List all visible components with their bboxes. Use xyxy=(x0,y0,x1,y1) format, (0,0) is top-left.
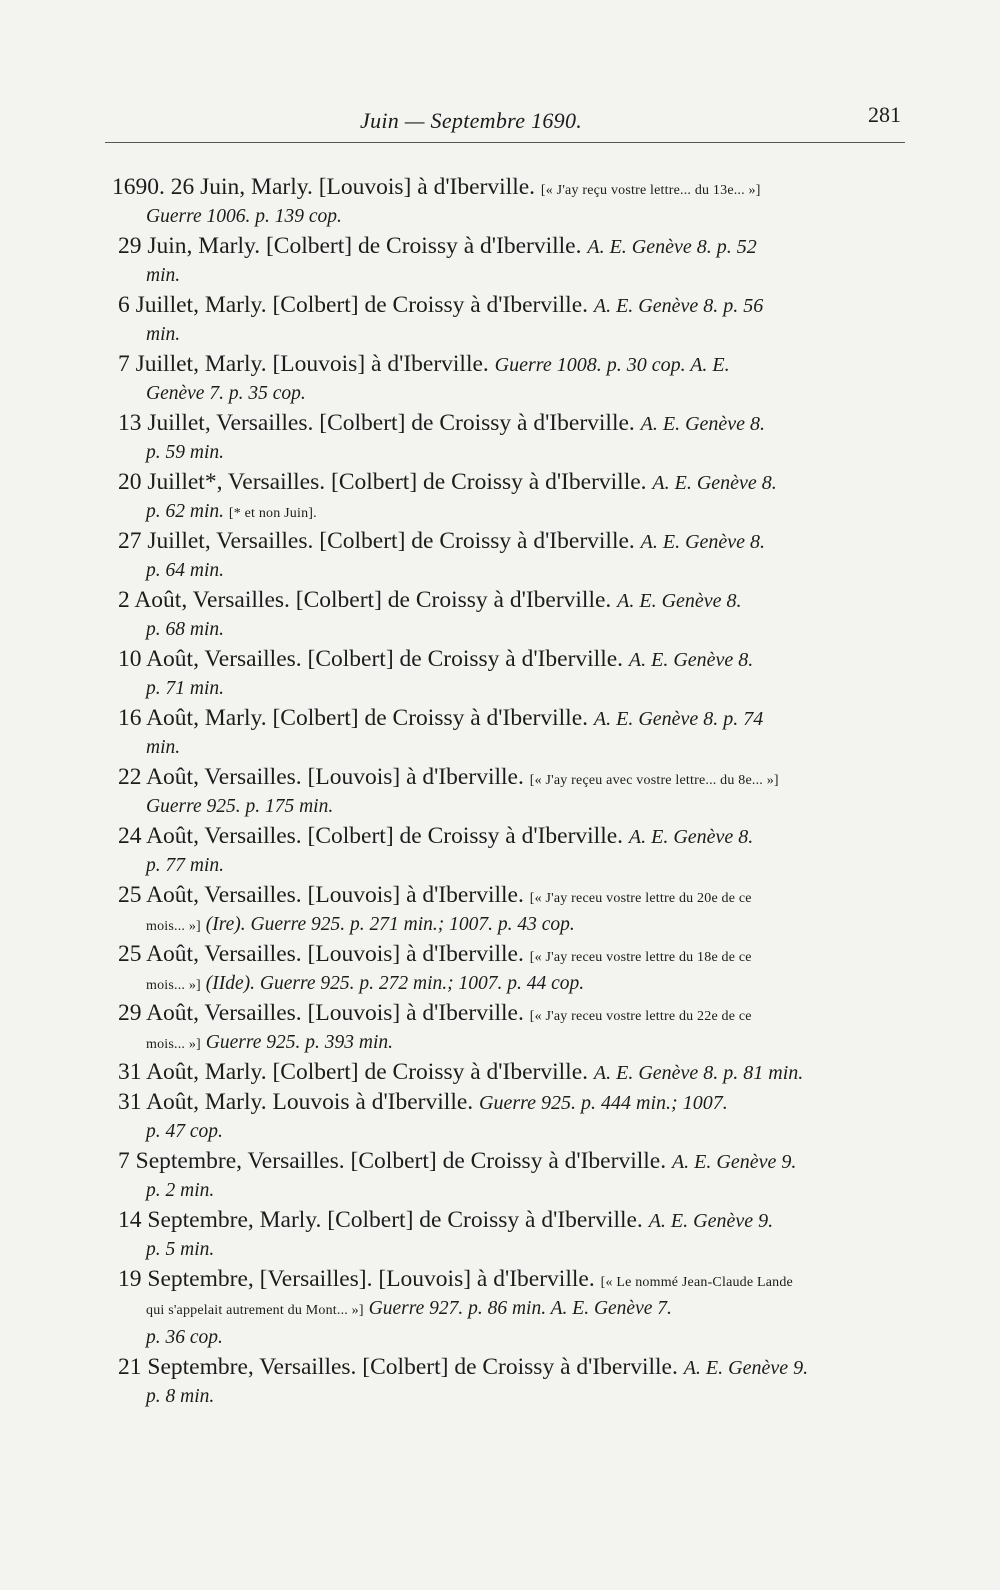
entry-citation: A. E. Genève 9. xyxy=(648,1210,774,1232)
calendar-entry xyxy=(112,526,912,585)
entry-heading-line xyxy=(112,408,912,438)
entry-citation: A. E. Genève 8. xyxy=(640,531,766,553)
calendar-entry xyxy=(112,644,912,703)
calendar-entry xyxy=(112,1057,912,1087)
entry-incipit-quote: [« Le nommé Jean-Claude Lande xyxy=(600,1275,793,1290)
calendar-entry xyxy=(112,408,912,467)
calendar-entry xyxy=(112,821,912,880)
entry-heading-line xyxy=(112,939,912,969)
entry-continuation-text: p. 71 min. xyxy=(146,678,224,699)
entry-continuation-line xyxy=(112,1323,912,1352)
entry-continuation-line xyxy=(112,1294,912,1323)
entry-heading-line xyxy=(112,349,912,379)
entry-continuation-line xyxy=(112,733,912,762)
running-title: Juin — Septembre 1690. xyxy=(360,108,583,133)
entry-continuation-text: p. 8 min. xyxy=(146,1386,215,1407)
entry-main-text: 22 Août, Versailles. [Louvois] à d'Iberville. xyxy=(118,764,524,790)
entry-continuation-line xyxy=(112,851,912,880)
calendar-entry xyxy=(112,939,912,998)
entry-main-text: 19 Septembre, [Versailles]. [Louvois] à d'Iberville. xyxy=(118,1266,595,1292)
entry-heading-line xyxy=(112,1087,912,1117)
entry-continuation-text: Genève 7. p. 35 cop. xyxy=(146,383,306,404)
entry-heading-line xyxy=(112,585,912,615)
entry-continuation-text: min. xyxy=(146,265,181,286)
entry-continuation-text: Guerre 925. p. 175 min. xyxy=(146,796,334,817)
entry-heading-line xyxy=(112,467,912,497)
entry-continuation-text: p. 36 cop. xyxy=(146,1327,223,1348)
entry-continuation-text: (Ire). Guerre 925. p. 271 min.; 1007. p. 43 cop. xyxy=(205,914,575,935)
entry-continuation-line xyxy=(112,1176,912,1205)
entry-continuation-text: p. 5 min. xyxy=(146,1239,215,1260)
entry-heading-line xyxy=(112,644,912,674)
entry-main-text: 29 Août, Versailles. [Louvois] à d'Iberville. xyxy=(118,1000,524,1026)
calendar-entry xyxy=(112,1352,912,1411)
entry-main-text: 27 Juillet, Versailles. [Colbert] de Croissy à d'Iberville. xyxy=(118,528,635,554)
entry-citation: A. E. Genève 8. xyxy=(617,590,742,612)
entry-incipit-quote-continued: mois... »] xyxy=(146,1037,201,1052)
entry-citation: A. E. Genève 8. xyxy=(640,413,766,435)
entry-incipit-quote-continued: mois... »] xyxy=(146,978,201,993)
calendar-entry xyxy=(112,467,912,526)
entry-continuation-text: p. 59 min. xyxy=(146,442,224,463)
entry-list xyxy=(112,172,912,1411)
calendar-entry xyxy=(112,880,912,939)
entry-main-text: 7 Septembre, Versailles. [Colbert] de Croissy à d'Iberville. xyxy=(118,1148,667,1174)
entry-continuation-text: p. 77 min. xyxy=(146,855,224,876)
entry-continuation-text: Guerre 1006. p. 139 cop. xyxy=(146,206,342,227)
calendar-entry xyxy=(112,1264,912,1323)
entry-heading-line xyxy=(112,1146,912,1176)
entry-main-text: 31 Août, Marly. [Colbert] de Croissy à d'Iberville. xyxy=(118,1059,589,1085)
entry-continuation-line xyxy=(112,497,912,526)
entry-incipit-quote: [« J'ay reçeu avec vostre lettre... du 8e... »] xyxy=(529,773,779,788)
entry-incipit-quote: [« J'ay reçu vostre lettre... du 13e... »] xyxy=(540,183,761,198)
entry-citation: A. E. Genève 8. p. 56 xyxy=(593,295,764,317)
entry-heading-line xyxy=(112,1264,912,1294)
calendar-entry xyxy=(112,172,912,231)
entry-continuation-text: min. xyxy=(146,324,181,345)
entry-main-text: 29 Juin, Marly. [Colbert] de Croissy à d'Iberville. xyxy=(118,233,582,259)
entry-citation: A. E. Genève 8. xyxy=(652,472,777,494)
calendar-entry xyxy=(112,1323,912,1352)
running-head xyxy=(105,98,905,143)
calendar-entry xyxy=(112,231,912,290)
entry-main-text: 13 Juillet, Versailles. [Colbert] de Croissy à d'Iberville. xyxy=(118,410,635,436)
entry-incipit-quote-continued: qui s'appelait autrement du Mont... »] xyxy=(146,1303,364,1318)
entry-citation: A. E. Genève 8. p. 81 min. xyxy=(593,1062,804,1084)
calendar-entry xyxy=(112,703,912,762)
calendar-entry xyxy=(112,1087,912,1146)
entry-heading-line xyxy=(112,1057,912,1087)
entry-continuation-text: p. 62 min. xyxy=(146,501,224,522)
entry-continuation-line xyxy=(112,674,912,703)
entry-continuation-line xyxy=(112,261,912,290)
entry-main-text: 20 Juillet*, Versailles. [Colbert] de Croissy à d'Iberville. xyxy=(118,469,647,495)
entry-main-text: 25 Août, Versailles. [Louvois] à d'Iberville. xyxy=(118,882,524,908)
entry-continuation-line xyxy=(112,556,912,585)
entry-incipit-quote: [« J'ay receu vostre lettre du 18e de ce xyxy=(529,950,752,965)
entry-main-text: 24 Août, Versailles. [Colbert] de Croissy à d'Iberville. xyxy=(118,823,624,849)
entry-continuation-line xyxy=(112,1382,912,1411)
calendar-entry xyxy=(112,349,912,408)
entry-citation: A. E. Genève 8. xyxy=(628,826,754,848)
entry-citation: A. E. Genève 9. xyxy=(671,1151,797,1173)
entry-continuation-line xyxy=(112,438,912,467)
entry-heading-line xyxy=(112,762,912,792)
page-number: 281 xyxy=(868,102,901,127)
entry-continuation-line xyxy=(112,1028,912,1057)
entry-heading-line xyxy=(112,526,912,556)
entry-heading-line xyxy=(112,231,912,261)
entry-main-text: 7 Juillet, Marly. [Louvois] à d'Iberville. xyxy=(118,351,489,377)
entry-continuation-line xyxy=(112,910,912,939)
entry-continuation-line xyxy=(112,1117,912,1146)
entry-heading-line xyxy=(112,821,912,851)
entry-main-text: 21 Septembre, Versailles. [Colbert] de Croissy à d'Iberville. xyxy=(118,1354,678,1380)
entry-main-text: 31 Août, Marly. Louvois à d'Iberville. xyxy=(118,1089,474,1115)
calendar-entry xyxy=(112,585,912,644)
entry-citation: A. E. Genève 8. p. 74 xyxy=(593,708,764,730)
entry-heading-line xyxy=(112,880,912,910)
entry-main-text: 14 Septembre, Marly. [Colbert] de Croissy à d'Iberville. xyxy=(118,1207,643,1233)
entry-main-text: 2 Août, Versailles. [Colbert] de Croissy à d'Iberville. xyxy=(118,587,612,613)
entry-citation: A. E. Genève 8. xyxy=(628,649,754,671)
entry-citation: Guerre 1008. p. 30 cop. A. E. xyxy=(494,354,730,376)
entry-incipit-quote: [« J'ay receu vostre lettre du 22e de ce xyxy=(529,1009,752,1024)
entry-heading-line xyxy=(112,1352,912,1382)
entry-continuation-line xyxy=(112,379,912,408)
calendar-entry xyxy=(112,1146,912,1205)
entry-continuation-text: (IIde). Guerre 925. p. 272 min.; 1007. p. 44 cop. xyxy=(205,973,585,994)
entry-main-text: 6 Juillet, Marly. [Colbert] de Croissy à d'Iberville. xyxy=(118,292,588,318)
entry-continuation-text: Guerre 927. p. 86 min. A. E. Genève 7. xyxy=(368,1298,672,1319)
entry-continuation-text: p. 64 min. xyxy=(146,560,224,581)
calendar-entry xyxy=(112,998,912,1057)
entry-heading-line xyxy=(112,1205,912,1235)
entry-continuation-line xyxy=(112,1235,912,1264)
entry-main-text: 1690. 26 Juin, Marly. [Louvois] à d'Iberville. xyxy=(112,174,536,200)
entry-continuation-text: min. xyxy=(146,737,181,758)
entry-main-text: 10 Août, Versailles. [Colbert] de Croissy à d'Iberville. xyxy=(118,646,624,672)
entry-continuation-text: p. 2 min. xyxy=(146,1180,215,1201)
entry-continuation-line xyxy=(112,202,912,231)
entry-heading-line xyxy=(112,703,912,733)
entry-continuation-line xyxy=(112,320,912,349)
entry-citation: A. E. Genève 9. xyxy=(683,1357,809,1379)
entry-heading-line xyxy=(112,172,912,202)
entry-incipit-quote-continued: mois... »] xyxy=(146,919,201,934)
entry-continuation-text: Guerre 925. p. 393 min. xyxy=(205,1032,393,1053)
entry-heading-line xyxy=(112,290,912,320)
calendar-entry xyxy=(112,1205,912,1264)
entry-main-text: 25 Août, Versailles. [Louvois] à d'Iberville. xyxy=(118,941,524,967)
calendar-entry xyxy=(112,762,912,821)
entry-main-text: 16 Août, Marly. [Colbert] de Croissy à d'Iberville. xyxy=(118,705,589,731)
entry-heading-line xyxy=(112,998,912,1028)
entry-incipit-quote: [« J'ay receu vostre lettre du 20e de ce xyxy=(529,891,752,906)
entry-citation: A. E. Genève 8. p. 52 xyxy=(587,236,757,258)
entry-continuation-text: p. 68 min. xyxy=(146,619,224,640)
entry-continuation-line xyxy=(112,792,912,821)
entry-continuation-text: p. 47 cop. xyxy=(146,1121,223,1142)
entry-continuation-line xyxy=(112,615,912,644)
entry-footnote: [* et non Juin]. xyxy=(228,506,317,521)
calendar-entry xyxy=(112,290,912,349)
entry-citation: Guerre 925. p. 444 min.; 1007. xyxy=(479,1092,728,1114)
entry-continuation-line xyxy=(112,969,912,998)
